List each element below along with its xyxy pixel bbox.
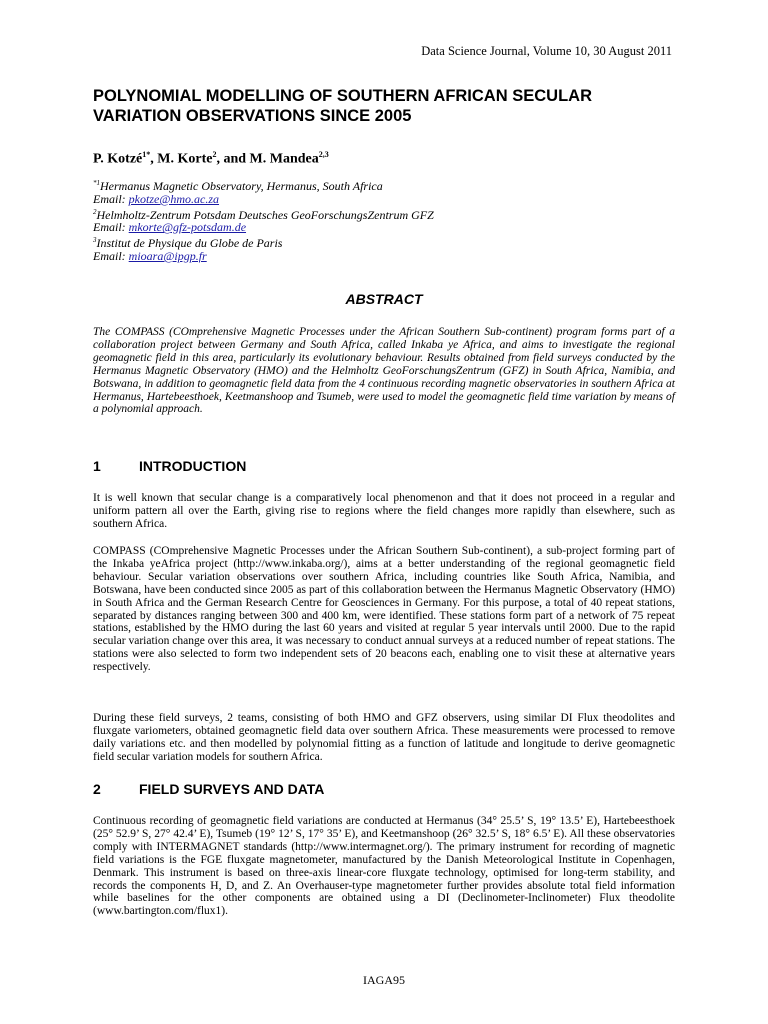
author-name: M. Mandea — [249, 151, 319, 167]
email-label: Email: — [93, 220, 129, 235]
section-number: 1 — [93, 458, 101, 474]
section-title: INTRODUCTION — [139, 458, 247, 474]
affiliation-institution — [93, 234, 434, 250]
author-name: M. Korte — [157, 151, 213, 167]
paper-title: POLYNOMIAL MODELLING OF SOUTHERN AFRICAN SECULAR VARIATION OBSERVATIONS SINCE 2005 — [93, 87, 592, 125]
section-number: 2 — [93, 781, 101, 797]
affiliation-list — [93, 177, 434, 263]
section-title: FIELD SURVEYS AND DATA — [139, 781, 325, 797]
section-heading-introduction — [93, 458, 246, 474]
email-link[interactable]: mioara@ipgp.fr — [128, 248, 207, 263]
section-heading-field-surveys — [93, 781, 324, 797]
affiliation-name: Institut de Physique du Globe de Paris — [96, 236, 283, 251]
email-label: Email: — [93, 191, 129, 206]
abstract-text: The COMPASS (COmprehensive Magnetic Processes under the African Southern Sub-continent) program forms part of a collaboration project between Germany and South Africa, called Inkaba ye Africa, and aims to investigate the regional geomagnetic field in this area, particularly its evolutionary behaviour. Results obtained from field surveys conducted by the Hermanus Magnetic Observatory (HMO) and the Helmholtz GeoForschungsZentrum (GFZ) in South Africa, Namibia, and Botswana, in addition to geomagnetic field data from the 4 continuous recording magnetic observatories in southern Africa at Hermanus, Hartebeesthoek, Keetmanshoop and Tsumeb, were used to model the geomagnetic field time variation by means of a polynomial approach. — [93, 326, 675, 416]
author-separator: , and — [216, 151, 250, 167]
affiliation-institution — [93, 206, 434, 222]
body-paragraph: It is well known that secular change is a comparatively local phenomenon and that it does not proceed in a regular and uniform pattern all over the Earth, giving rise to regions where the field changes more rapidly than elsewhere, such as southern Africa. — [93, 492, 675, 530]
abstract-heading: ABSTRACT — [345, 291, 423, 307]
author-name: P. Kotzé — [93, 151, 143, 167]
email-link[interactable]: pkotze@hmo.ac.za — [128, 191, 220, 206]
affiliation-name: Hermanus Magnetic Observatory, Hermanus, South Africa — [100, 179, 383, 193]
affiliation-email-line — [93, 221, 434, 234]
affiliation-mark: 2 — [93, 207, 97, 216]
affiliation-institution — [93, 177, 434, 193]
affiliation-mark: *1 — [93, 179, 100, 187]
journal-header: Data Science Journal, Volume 10, 30 August 2011 — [421, 44, 672, 58]
affiliation-mark: 3 — [93, 236, 97, 245]
body-paragraph: COMPASS (COmprehensive Magnetic Processes under the African Southern Sub-continent), a sub-project forming part of the Inkaba yeAfrica project (http://www.inkaba.org/), aims at a better understanding of the regional geomagnetic field behaviour. Secular variation observations over southern Africa, including countries like South Africa, Namibia, and Botswana, have been conducted since 2005 as part of this collaboration between the Hermanus Magnetic Observatory (HMO) in South Africa and the German Research Centre for Geosciences in Germany. For this purpose, a total of 40 repeat stations, separated by distances ranging between 300 and 400 km, were identified. These stations form part of a network of 75 repeat stations, established by the HMO during the last 60 years and visited at regular 5 year intervals until 2000. Due to the rapid secular variation change over this area, it was necessary to conduct annual surveys at a reduced number of repeat stations. The stations were also selected to form two independent sets of 20 beacons each, enabling one to visit these at alternative years respectively. — [93, 545, 675, 674]
affiliation-email-line — [93, 250, 434, 263]
email-label: Email: — [93, 248, 129, 263]
author-affiliation-mark: 1* — [142, 150, 151, 159]
author-separator: , — [150, 151, 158, 167]
affiliation-name: Helmholtz-Zentrum Potsdam Deutsches GeoForschungsZentrum GFZ — [96, 207, 434, 222]
body-paragraph: Continuous recording of geomagnetic field variations are conducted at Hermanus (34° 25.5’ S, 19° 13.5’ E), Hartebeesthoek (25° 52.9’ S, 27° 42.4’ E), Tsumeb (19° 12’ S, 17° 35’ E), and Keetmanshoop (26° 32.5’ S, 18° 6.5’ E). All these observatories comply with INTERMAGNET standards (http://www.intermagnet.org/). The primary instrument for recording of magnetic field variations is the FGE fluxgate magnetometer, manufactured by the Danish Meteorological Institute in Copenhagen, Denmark. This instrument is based on three-axis linear-core fluxgate technology, optimised for long-term stability, and records the components H, D, and Z. An Overhauser-type magnetometer further provides absolute total field information while baselines for the other components are obtained using a DI (Declinometer-Inclinometer) Flux theodolite (www.bartington.com/flux1). — [93, 815, 675, 918]
body-paragraph: During these field surveys, 2 teams, consisting of both HMO and GFZ observers, using similar DI Flux theodolites and fluxgate variometers, obtained geomagnetic field data over southern Africa. These measurements were processed to remove daily variations etc. and then modelled by polynomial fitting as a function of latitude and longitude to derive geomagnetic field secular variation models for southern Africa. — [93, 712, 675, 763]
author-affiliation-mark: 2 — [212, 150, 217, 159]
page-footer: IAGA95 — [363, 973, 405, 987]
author-affiliation-mark: 2,3 — [318, 150, 329, 159]
email-link[interactable]: mkorte@gfz-potsdam.de — [128, 220, 247, 235]
author-list — [93, 150, 329, 168]
affiliation-email-line — [93, 193, 434, 206]
